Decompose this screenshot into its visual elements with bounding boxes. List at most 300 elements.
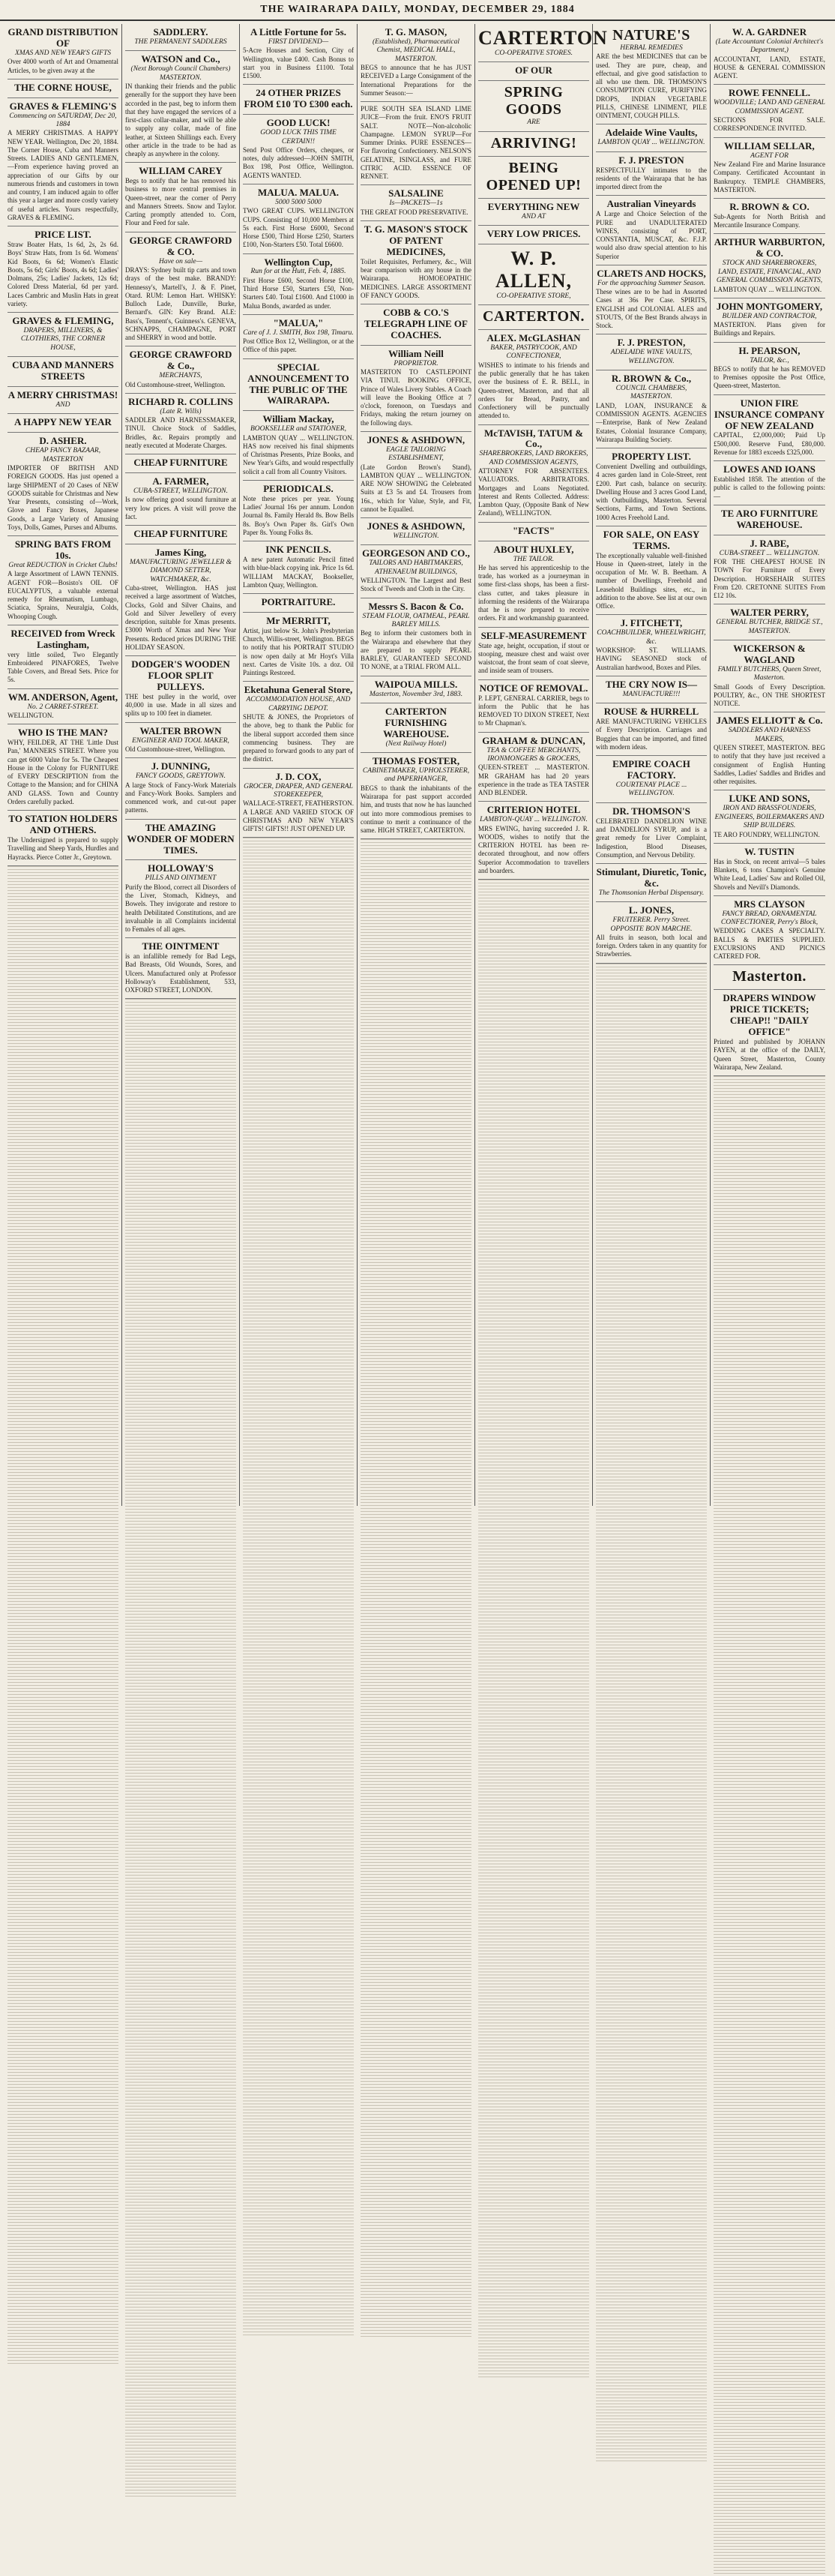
ad-body: ARE the best MEDICINES that can be used. They are pure, cheap, and effectual, and give good satisfaction to all who use them. DR. THOMSON'S CONSUMPTION CURE, PURIFYING DROPS, INDIAN VEGETABLE PILLS, CHINESE LINIMENT, PILE OINTMENT, COUGH PILLS. bbox=[596, 52, 707, 120]
ad-body: CELEBRATED DANDELION WINE and DANDELION SYRUP, and is a great remedy for Liver Complaint, Indigestion, Blood Diseases, Consumption, and Nervous Debility. bbox=[596, 817, 707, 859]
ad-body: PURE SOUTH SEA ISLAND LIME JUICE—From the fruit. ENO'S FRUIT SALT. NOTE—Non-alcoholic Champagne. LEMON SYRUP—For Summer Drinks. PURE ESSENCES—For flavoring Confectionery. NELSON'S GELATINE, ISINGLASS, and FURE CITRIC ACID. ESSENCE OF RENNET. bbox=[361, 105, 471, 181]
ad-heading: William Mackay, bbox=[262, 413, 334, 425]
advertisement bbox=[714, 844, 825, 896]
column-6 bbox=[593, 24, 711, 1506]
ad-heading: SPRING GOODS bbox=[504, 84, 564, 118]
ad-heading: EMPIRE COACH FACTORY. bbox=[612, 758, 690, 781]
ad-subheading: CUBA-STREET, WELLINGTON. bbox=[133, 487, 229, 495]
advertisement bbox=[714, 640, 825, 712]
ad-heading: SADDLERY. bbox=[153, 26, 208, 37]
ad-subheading: (Next Railway Hotel) bbox=[385, 739, 447, 748]
advertisement bbox=[125, 860, 236, 938]
ad-body: Send Post Office Orders, cheques, or notes, duly addressed—JOHN SMITH, Box 198, Post Office, Wellington. AGENTS WANTED. bbox=[243, 145, 354, 179]
column-4 bbox=[358, 24, 475, 1506]
advertisement bbox=[596, 124, 707, 151]
column-text-texture bbox=[125, 999, 236, 2499]
ad-heading: R. BROWN & CO. bbox=[729, 201, 810, 213]
ad-body: A large Assortment of LAWN TENNIS. AGENT FOR—Bosisto's OIL OF EUCALYPTUS, a valuable external remedy for Rheumatism, Lumbago, Sciatica, Sprains, Neuralgia, Colds, Whooping Cough. bbox=[7, 570, 118, 620]
advertisement bbox=[596, 196, 707, 265]
ad-heading: ARTHUR WARBURTON, & CO. bbox=[714, 236, 825, 259]
ad-body: WEDDING CAKES A SPECIALTY. BALLS & PARTIES SUPPLIED. EXCURSIONS AND PICNICS CATERED FOR. bbox=[714, 927, 825, 961]
advertisement bbox=[714, 965, 825, 990]
ad-heading: COBB & CO.'S TELEGRAPH LINE OF COACHES. bbox=[364, 307, 468, 340]
ad-body: Small Goods of Every Description. POULTRY, &c., ON THE SHORTEST NOTICE. bbox=[714, 682, 825, 708]
ad-heading: THOMAS FOSTER, bbox=[372, 755, 460, 767]
ad-heading: "FACTS" bbox=[512, 524, 555, 536]
ad-body: SECTIONS FOR SALE. CORRESPONDENCE INVITED. bbox=[714, 116, 825, 133]
column-5 bbox=[475, 24, 608, 1506]
ad-body: He has served his apprenticeship to the trade, has worked as a journeyman in some first-class shops, has been a first-class cutter, and takes pleasure in informing the residents of the Wairarapa that he is now prepared to receive orders. Fit and workmanship guaranteed. bbox=[478, 563, 589, 622]
ad-heading: WALTER BROWN bbox=[139, 724, 222, 736]
ad-body: very little soiled, Two Elegantly Embroidered PINAFORES, Twelve Table Covers, and Bread Sets. Price for 5s. bbox=[7, 650, 118, 684]
ad-subheading: Is—PACKETS—1s bbox=[389, 199, 443, 208]
ad-heading: VERY LOW PRICES. bbox=[486, 227, 581, 239]
advertisement bbox=[361, 346, 471, 432]
advertisement bbox=[361, 304, 471, 346]
ad-subheading: WOODVILLE; LAND AND GENERAL COMMISSION AGENT. bbox=[714, 99, 825, 115]
advertisement bbox=[243, 24, 354, 85]
ad-heading: THE OINTMENT bbox=[142, 940, 220, 952]
ad-body: First Horse £600, Second Horse £100, Third Horse £50, Starters £50, Non-Starters £40. Total £1600. And £1000 in Malua Bonds, awarded as under. bbox=[243, 276, 354, 310]
ad-subheading: BOOKSELLER and STATIONER, bbox=[250, 425, 346, 433]
ad-heading: PORTRAITURE. bbox=[261, 596, 336, 608]
ad-body: WHY, FEILDER, AT THE 'Little Dust Pan,' MANNERS STREET. Where you can get 6000 Value for 5s. The Cheapest House in the Colony for FURNITURE of EVERY DESCRIPTION from the Cottage to the Mansion; and for CHINA AND GLASS. Town and Country Orders carefully packed. bbox=[7, 739, 118, 805]
ad-heading: CLARETS AND HOCKS, bbox=[597, 267, 706, 279]
ad-heading: CARTERTON bbox=[478, 27, 608, 49]
ad-body: LAND, LOAN, INSURANCE & COMMISSION AGENTS. AGENCIES—Enterprise, Bank of New Zealand Estates, Colonial Insurance Company, Wairarapa Building Society. bbox=[596, 401, 707, 443]
ad-subheading: GROCER, DRAPER, AND GENERAL STOREKEEPER, bbox=[244, 782, 353, 799]
ad-subheading: TAILORS AND HABITMAKERS, ATHENAEUM BUILDINGS, bbox=[369, 559, 463, 576]
ad-subheading: FIRST DIVIDEND— bbox=[268, 37, 329, 46]
ad-subheading: 5000 5000 5000 bbox=[275, 198, 322, 206]
column-text-texture bbox=[478, 880, 589, 2380]
ad-subheading: CABINETMAKER, UPHOLSTERER, and PAPERHANGER, bbox=[362, 767, 470, 784]
ad-subheading: FAMILY BUTCHERS, Queen Street, Masterton. bbox=[717, 665, 822, 682]
advertisement bbox=[361, 518, 471, 545]
advertisement bbox=[714, 990, 825, 1076]
ad-heading: J. FITCHETT, bbox=[620, 617, 683, 629]
advertisement bbox=[714, 298, 825, 343]
advertisement bbox=[125, 24, 236, 51]
ad-subheading: TAILOR, &c., bbox=[750, 356, 789, 364]
ad-heading: UNION FIRE INSURANCE COMPANY OF NEW ZEALAND bbox=[714, 397, 825, 431]
ad-heading: WICKERSON & WAGLAND bbox=[733, 643, 806, 666]
advertisement bbox=[125, 51, 236, 163]
advertisement bbox=[7, 536, 118, 625]
ad-subheading: COURTENAY PLACE ... WELLINGTON. bbox=[615, 781, 687, 798]
advertisement bbox=[7, 24, 118, 79]
advertisement bbox=[243, 613, 354, 682]
advertisement bbox=[125, 723, 236, 759]
advertisement bbox=[7, 625, 118, 689]
ad-subheading: MANUFACTURING JEWELLER & DIAMOND SETTER, WATCHMAKER, &c. bbox=[130, 558, 232, 583]
ad-heading: T. G. MASON, bbox=[385, 26, 447, 37]
ad-body: Printed and published by JOHANN FAYEN, at the office of the DAILY, Queen Street, Masterton, County Wairarapa, New Zealand. bbox=[714, 1038, 825, 1071]
ad-body: WELLINGTON. The Largest and Best Stock of Tweeds and Cloth in the City. bbox=[361, 577, 471, 593]
ad-body: (Late Gordon Brown's Stand), LAMBTON QUAY ... WELLINGTON. ARE NOW SHOWING the Celebrated Suits at £3 5s and £4. Trousers from 16s., which for Value, Style, and Fit, cannot be Equalled. bbox=[361, 463, 471, 513]
ad-heading: JOHN MONTGOMERY, bbox=[716, 300, 823, 312]
advertisement bbox=[478, 802, 589, 880]
ad-heading: L. JONES, bbox=[628, 904, 675, 916]
advertisement bbox=[243, 594, 354, 613]
ad-heading: A MERRY CHRISTMAS! bbox=[7, 389, 118, 401]
advertisement bbox=[7, 79, 118, 98]
ad-body: ARE MANUFACTURING VEHICLES of Every Description. Carriages and Buggies that can be imported, and fitted with modern ideas. bbox=[596, 718, 707, 751]
advertisement bbox=[361, 545, 471, 598]
ad-heading: WM. ANDERSON, Agent, bbox=[7, 691, 118, 703]
advertisement bbox=[7, 414, 118, 433]
ad-subheading: No. 2 CARRET-STREET. bbox=[27, 703, 99, 711]
advertisement bbox=[125, 544, 236, 656]
ad-heading: FOR SALE, ON EASY TERMS. bbox=[603, 528, 700, 551]
ad-heading: JONES & ASHDOWN, bbox=[367, 520, 465, 532]
ad-heading: NATURE'S bbox=[612, 27, 690, 43]
advertisement bbox=[7, 689, 118, 725]
ad-body: DRAYS: Sydney built tip carts and town drays of the best make. BRANDY: Hennessy's, Martell's, J. & F. Pinet, Otard. RUM: Lemon Hart. WHISKY: Bulloch Lade, Dunville, Burke, Bernard's. GIN: Key Brand. ALE: Bass's, Tennent's, Guinness's. GENEVA, SCHNAPPS, CHAMPAGNE, PORT and SHERRY in wood and bottle. bbox=[125, 266, 236, 341]
ad-subheading: TEA & COFFEE MERCHANTS, IRONMONGERS & GROCERS, bbox=[486, 746, 581, 763]
ad-subheading: HERBAL REMEDIES bbox=[620, 44, 683, 52]
ad-body: Purify the Blood, correct all Disorders of the Liver, Stomach, Kidneys, and Bowels. They invigorate and restore to health Debilitated Constitutions, and are invaluable in all Complaints incidental to Females of all ages. bbox=[125, 883, 236, 934]
advertisement bbox=[361, 221, 471, 304]
ad-heading: SALSALINE bbox=[388, 187, 444, 199]
ad-body: Is now offering good sound furniture at very low prices. A visit will prove the fact. bbox=[125, 496, 236, 520]
ad-subheading: THE TAILOR. bbox=[513, 555, 555, 563]
ad-subheading: CO-OPERATIVE STORE, bbox=[496, 292, 571, 300]
ad-body: BEGS to thank the inhabitants of the Wairarapa for past support accorded him, and trusts that now he has launched out into more commodious premises to continue to merit a continuance of the same. HIGH STREET, CARTERTON. bbox=[361, 784, 471, 835]
ad-subheading: (Late R. Wills) bbox=[160, 407, 202, 415]
advertisement bbox=[7, 433, 118, 536]
ad-heading: PRICE LIST. bbox=[34, 229, 91, 241]
advertisement bbox=[243, 541, 354, 594]
ad-heading: ROUSE & HURRELL bbox=[603, 706, 699, 718]
ad-body: WORKSHOP: ST. WILLIAMS. HAVING SEASONED stock of Australian hardwood, Boxes and Piles. bbox=[596, 646, 707, 671]
ad-heading: GRAHAM & DUNCAN, bbox=[482, 734, 585, 746]
ad-heading: Messrs S. Bacon & Co. bbox=[368, 600, 464, 612]
ad-subheading: SADDLERS AND HARNESS MAKERS, bbox=[728, 727, 811, 743]
advertisement bbox=[714, 604, 825, 640]
ad-body: WISHES to intimate to his friends and the public generally that he has taken over the business of E. R. BELL, in Queen-street, Masterton, and that all orders for Bread, Pastry, and Confectionery will be punctually attended to. bbox=[478, 361, 589, 420]
ad-subheading: Care of J. J. SMITH, Box 198, Timaru. bbox=[243, 328, 354, 337]
advertisement bbox=[125, 820, 236, 861]
ad-body: FOR THE CHEAPEST HOUSE IN TOWN For Furniture of Every Description. HORSEHAIR SUITES From £20. CRETONNE SUITES From £12 10s. bbox=[714, 558, 825, 600]
ad-body: A large Stock of Fancy-Work Materials and Fancy-Work Books. Samplers and commenced work, and cut-out paper patterns. bbox=[125, 781, 236, 814]
ad-heading: Adelaide Wine Vaults, bbox=[605, 127, 698, 139]
ad-heading: W. TUSTIN bbox=[744, 845, 795, 857]
ad-heading: PROPERTY LIST. bbox=[612, 451, 691, 463]
ad-heading: THE AMAZING WONDER OF MODERN TIMES. bbox=[127, 821, 235, 856]
ad-heading: CARTERTON FURNISHING WAREHOUSE. bbox=[383, 705, 449, 739]
ad-heading: JAMES ELLIOTT & Co. bbox=[716, 715, 823, 727]
ad-subheading: PILLS AND OINTMENT bbox=[145, 874, 217, 883]
ad-heading: GEORGE CRAWFORD & Co., bbox=[129, 349, 232, 372]
advertisement bbox=[478, 541, 589, 628]
ad-heading: GRAVES & FLEMING'S bbox=[9, 100, 117, 112]
ad-heading: Wellington Cup, bbox=[264, 256, 333, 268]
ad-heading: GOOD LUCK! bbox=[266, 117, 331, 129]
ad-body: SADDLER AND HARNESSMAKER, TINUI. Choice Stock of Saddles, Bridles, &c. Repairs promptly and neatly executed at Moderate Charges. bbox=[125, 416, 236, 449]
ad-body: State age, height, occupation, if stout or stooping, measure chest and waist over waistcoat, the front seam of coat sleeve, and inside seam of trousers. bbox=[478, 641, 589, 675]
ad-heading: "MALUA," bbox=[273, 316, 324, 328]
advertisement bbox=[714, 85, 825, 137]
advertisement bbox=[243, 315, 354, 359]
ad-heading: CRITERION HOTEL bbox=[486, 804, 581, 816]
ad-body: The Undersigned is prepared to supply Travelling and Sheep Yards, Hurdles and Hayracks. Pierce Cotter Jr., Greytown. bbox=[7, 836, 118, 861]
column-2 bbox=[122, 24, 240, 1506]
advertisement bbox=[7, 387, 118, 414]
ad-body: SHUTE & JONES, the Proprietors of the above, beg to thank the Public for the liberal support accorded them since commencing business. They are prepared to forward goods to any part of the district. bbox=[243, 713, 354, 763]
advertisement bbox=[714, 395, 825, 462]
ad-subheading: BAKER, PASTRYCOOK, AND CONFECTIONER, bbox=[490, 343, 577, 361]
ad-subheading: IRON AND BRASSFOUNDERS, ENGINEERS, BOILERMAKERS AND SHIP BUILDERS. bbox=[714, 805, 825, 830]
ad-body: ACCOUNTANT, LAND, ESTATE, HOUSE & GENERAL COMMISSION AGENT. bbox=[714, 55, 825, 80]
ad-heading: TE ARO FURNITURE WAREHOUSE. bbox=[720, 507, 819, 530]
ad-body: A Large and Choice Selection of the PURE and UNADULTERATED WINES, consisting of PORT, CONSTANTIA, MUSCAT, &c. F.J.P. would also draw special attention to his Superior bbox=[596, 210, 707, 260]
ad-body: Beg to inform their customers both in the Wairarapa and elsewhere that they are prepared to supply PEARL BARLEY, GUARANTEED SECOND TO NONE, at a TRIAL FROM ALL. bbox=[361, 629, 471, 671]
advertisement bbox=[596, 803, 707, 864]
advertisement bbox=[596, 448, 707, 526]
ad-heading: NOTICE OF REMOVAL. bbox=[479, 682, 588, 694]
ad-body: BEGS to announce that he has JUST RECEIVED a Large Consignment of the International Preparations for the Summer Season:— bbox=[361, 64, 471, 97]
advertisement bbox=[361, 432, 471, 518]
ad-subheading: The Thomsonian Herbal Dispensary. bbox=[598, 889, 705, 897]
ad-heading: MRS CLAYSON bbox=[734, 898, 805, 910]
ad-body: P. LEPT, GENERAL CARRIER, begs to inform the Public that he has REMOVED TO DIXON STREET, Next to Mr Chapman's. bbox=[478, 694, 589, 727]
column-7 bbox=[711, 24, 828, 1506]
ad-subheading: PROPRIETOR. bbox=[394, 359, 438, 367]
advertisement bbox=[478, 199, 589, 226]
ad-heading: T. G. MASON'S STOCK OF PATENT MEDICINES, bbox=[364, 223, 468, 257]
ad-body: BEGS to notify that he has REMOVED to Premises opposite the Post Office, Queen-street, Masterton. bbox=[714, 364, 825, 390]
advertisement bbox=[125, 163, 236, 232]
advertisement bbox=[7, 226, 118, 313]
advertisement bbox=[596, 24, 707, 124]
ad-heading: DODGER'S WOODEN FLOOR SPLIT PULLEYS. bbox=[131, 658, 230, 693]
ad-subheading: AND bbox=[55, 401, 70, 409]
advertisement bbox=[125, 656, 236, 723]
advertisement bbox=[714, 712, 825, 790]
ad-body: 5-Acre Houses and Section, City of Wellington, value £400. Cash Bonus to start you in Business £1100. Total £1500. bbox=[243, 46, 354, 80]
ad-heading: GEORGE CRAWFORD & CO. bbox=[129, 234, 232, 257]
ad-body: Old Customhouse-street, Wellington. bbox=[125, 380, 226, 388]
ad-heading: PERIODICALS. bbox=[263, 482, 334, 494]
ad-body: Straw Boater Hats, 1s 6d, 2s, 2s 6d. Boys' Straw Hats, from 1s 6d. Womens' Kid Boots, 6s 6d; Women's Elastic Boots, 5s 6d; Girls' Boots, 4s 6d; Ladies' Dolmans, 25s; Ladies' Jackets, 12s 6d; Colored Dress Material, 6d per yard. Laces Cambric and Muslin Hats in great variety. bbox=[7, 241, 118, 307]
ad-subheading: CHEAP FANCY BAZAAR, MASTERTON bbox=[25, 447, 101, 463]
ad-subheading: AND AT bbox=[522, 212, 546, 220]
ad-body: CAPITAL, £2,000,000; Paid Up £500,000. Reserve Fund, £80,000. Revenue for 1883 exceeds £325,000. bbox=[714, 431, 825, 456]
ad-body: THE best pulley in the world, over 40,000 in use. Made in all sizes and splits up to 100 feet in diameter. bbox=[125, 692, 236, 718]
advertisement bbox=[125, 526, 236, 544]
advertisement bbox=[714, 234, 825, 298]
ad-heading: LOWES AND IOANS bbox=[723, 463, 816, 475]
ad-subheading: (Late Accountant Colonial Architect's Department,) bbox=[715, 37, 824, 55]
ad-body: WALLACE-STREET, FEATHERSTON. A LARGE AND VARIED STOCK OF CHRISTMAS AND NEW YEAR'S GIFTS! GIFTS!! JUST OPENED UP. bbox=[243, 799, 354, 833]
ad-heading: GRAND DISTRIBUTION OF bbox=[7, 26, 118, 49]
ad-body: A MERRY CHRISTMAS. A HAPPY NEW YEAR. Wellington, Dec 20, 1884. The Corner House, Cuba and Manners Streets. LADIES AND GENTLEMEN,—From experience having proved an appreciation of our Gifts by our numerous friends and customers in town and country, I am induced again to offer this year a larger and more costly variety of useful articles. Yours respectfully, GRAVES & FLEMING. bbox=[7, 129, 118, 221]
advertisement bbox=[478, 305, 589, 330]
columns bbox=[4, 24, 831, 1506]
ad-body: Has in Stock, on recent arrival—5 bales Blankets, 6 tons Champion's Genuine White Lead, Ladies' Saw and Rolled Oil, Shovels and Nevill's Diamonds. bbox=[714, 857, 825, 891]
advertisement bbox=[714, 896, 825, 966]
advertisement bbox=[714, 790, 825, 843]
ad-heading: Stimulant, Diuretic, Tonic, &c. bbox=[596, 866, 707, 889]
ad-body: THE GREAT FOOD PRESERVATIVE. bbox=[361, 208, 468, 216]
ad-heading: BEING OPENED UP! bbox=[486, 159, 582, 193]
ad-body: New Zealand Fire and Marine Insurance Company. Certificated Accountant in Bankruptcy. TEMPLE CHAMBERS, MASTERTON. bbox=[714, 160, 825, 193]
advertisement bbox=[714, 505, 825, 535]
advertisement bbox=[361, 24, 471, 102]
ad-subheading: ADELAIDE WINE VAULTS, WELLINGTON. bbox=[610, 349, 693, 365]
ad-subheading: GOOD LUCK THIS TIME CERTAIN!! bbox=[260, 129, 337, 145]
advertisement bbox=[596, 370, 707, 448]
advertisement bbox=[243, 85, 354, 115]
advertisement bbox=[125, 758, 236, 819]
advertisement bbox=[478, 226, 589, 244]
ad-subheading: CO-OPERATIVE STORES. bbox=[495, 49, 573, 57]
ad-heading: OF OUR bbox=[515, 64, 552, 76]
ad-body: ATTORNEY FOR ABSENTEES. VALUATORS. ARBITRATORS. Mortgages and Loans Negotiated. Interest and Rents Collected. Address: Lambton Quay, (Opposite Bank of New Zealand), WELLINGTON. bbox=[478, 467, 589, 517]
ad-body: All fruits in season, both local and foreign. Orders taken in any quantity for Strawberries. bbox=[596, 933, 707, 958]
ad-subheading: Great REDUCTION in Cricket Clubs! bbox=[8, 561, 118, 569]
ad-body: TE ARO FOUNDRY, WELLINGTON. bbox=[714, 830, 820, 838]
ad-heading: GRAVES & FLEMING, bbox=[12, 315, 114, 327]
ad-heading: CHEAP FURNITURE bbox=[133, 528, 228, 540]
ad-heading: Eketahuna General Store, bbox=[244, 684, 353, 696]
advertisement bbox=[361, 753, 471, 839]
advertisement bbox=[714, 24, 825, 85]
ad-subheading: (Next Borough Council Chambers) MASTERTON. bbox=[130, 65, 231, 82]
advertisement bbox=[478, 680, 589, 733]
advertisement bbox=[7, 724, 118, 811]
ad-heading: DR. THOMSON'S bbox=[612, 805, 690, 817]
advertisement bbox=[361, 703, 471, 753]
ad-subheading: ENGINEER AND TOOL MAKER, bbox=[132, 736, 229, 745]
ad-heading: WATSON and Co., bbox=[141, 53, 220, 65]
advertisement bbox=[596, 526, 707, 616]
advertisement bbox=[478, 62, 589, 81]
ad-heading: William Neill bbox=[388, 347, 444, 359]
ad-heading: CARTERTON. bbox=[482, 308, 585, 325]
ad-body: A new patent Automatic Pencil fitted with blue-black copying ink. Price 1s 6d. WILLIAM MACKAY, Bookseller, Lambton Quay, Wellington. bbox=[243, 556, 354, 589]
advertisement bbox=[125, 346, 236, 394]
advertisement bbox=[714, 535, 825, 605]
advertisement bbox=[361, 676, 471, 703]
ad-heading: SPECIAL ANNOUNCEMENT TO THE PUBLIC OF THE WAIRARAPA. bbox=[247, 361, 349, 406]
ad-subheading: FANCY GOODS, GREYTOWN. bbox=[135, 772, 226, 781]
ad-heading: J. DUNNING, bbox=[151, 760, 211, 772]
advertisement bbox=[478, 81, 589, 131]
ad-heading: RICHARD R. COLLINS bbox=[128, 395, 233, 407]
ad-heading: DRAPERS WINDOW PRICE TICKETS; CHEAP!! "DAILY OFFICE" bbox=[723, 992, 816, 1038]
ad-subheading: AGENT FOR bbox=[750, 151, 789, 160]
ad-body: TWO GREAT CUPS. WELLINGTON CUPS. Consisting of 10,000 Members at 5s each. First Horse £6000, Second Horse £500, Third Horse £250, Starters £100, Non-Starters £50. Total £6600. bbox=[243, 207, 354, 249]
ad-body: Toilet Requisites, Perfumery, &c., Will bear comparison with any house in the Wairarapa. HOMOEOPATHIC MEDICINES. LARGE ASSORTMENT OF FANCY GOODS. bbox=[361, 257, 471, 299]
advertisement bbox=[361, 185, 471, 221]
ad-body: QUEEN STREET, MASTERTON. BEG to notify that they have just received a consignment of English Hunting Saddles, Ladies' Saddles and Bridles and other requisites. bbox=[714, 744, 825, 786]
ad-subheading: CUBA-STREET ... WELLINGTON. bbox=[719, 549, 820, 557]
ad-heading: WILLIAM CAREY bbox=[139, 165, 223, 177]
ad-heading: WHO IS THE MAN? bbox=[17, 727, 109, 739]
ad-subheading: BUILDER AND CONTRACTOR, bbox=[722, 312, 817, 320]
advertisement bbox=[243, 359, 354, 412]
column-text-texture bbox=[596, 964, 707, 2464]
ad-heading: ARRIVING! bbox=[490, 134, 577, 151]
ad-heading: THE CRY NOW IS— bbox=[606, 678, 697, 690]
advertisement bbox=[596, 615, 707, 676]
ad-heading: F. J. PRESTON bbox=[618, 154, 684, 166]
ad-body: Established 1858. The attention of the public is called to the following points:— bbox=[714, 475, 825, 500]
advertisement bbox=[714, 461, 825, 505]
advertisement bbox=[7, 811, 118, 866]
ad-body: Artist, just below St. John's Presbyterian Church, Willis-street, Wellington. BEGS to notify that his PORTRAIT STUDIO is now open daily at Mr Hoyt's Villa next. Cartes de Visite 10s. a doz. Oil Paintings Restored. bbox=[243, 626, 354, 677]
ad-body: Begs to notify that he has removed his business to more central premises in Queen-street, near the corner of Perry and Manners Streets. Snow and Taylor. Carting promptly attended to. Corn, Flour and Feed for sale. bbox=[125, 177, 236, 227]
column-text-texture bbox=[714, 1076, 825, 2576]
ad-heading: THE CORNE HOUSE, bbox=[14, 81, 112, 93]
ad-body: Over 4000 worth of Art and Ornamental Articles, to be given away at the bbox=[7, 58, 118, 74]
advertisement bbox=[596, 676, 707, 703]
ad-heading: W. P. ALLEN, bbox=[495, 247, 573, 292]
advertisement bbox=[596, 334, 707, 370]
ad-body: Sub-Agents for North British and Mercantile Insurance Company. bbox=[714, 212, 825, 229]
ad-heading: Australian Vineyards bbox=[606, 198, 696, 210]
ad-subheading: MERCHANTS, bbox=[159, 372, 202, 380]
ad-heading: A Little Fortune for 5s. bbox=[250, 26, 346, 37]
ad-body: Cuba-street, Wellington. HAS just received a large assortment of Watches, Clocks, Gold and Silver Chains, and Gold and Silver Jewellery of every description, suitable for Xmas presents. £3000 Worth of Xmas and New Year Presents. Reduced prices DURING THE HOLIDAY SEASON. bbox=[125, 584, 236, 651]
advertisement bbox=[243, 254, 354, 315]
advertisement bbox=[478, 330, 589, 424]
advertisement bbox=[596, 152, 707, 196]
ad-heading: JONES & ASHDOWN, bbox=[367, 433, 465, 445]
ad-body: Old Customhouse-street, Wellington. bbox=[125, 745, 226, 754]
ad-subheading: ARE bbox=[527, 118, 540, 127]
advertisement bbox=[714, 138, 825, 199]
column-text-texture bbox=[243, 838, 354, 2338]
advertisement bbox=[125, 473, 236, 526]
ad-subheading: ACCOMMODATION HOUSE, AND CARRYING DEPOT. bbox=[246, 696, 351, 712]
ad-heading: W. A. GARDNER bbox=[732, 26, 807, 37]
advertisement bbox=[714, 343, 825, 395]
ad-heading: Masterton. bbox=[732, 968, 807, 985]
advertisement bbox=[243, 769, 354, 838]
advertisement bbox=[243, 115, 354, 184]
ad-subheading: MANUFACTURE!!! bbox=[622, 690, 681, 698]
advertisement bbox=[125, 232, 236, 347]
advertisement bbox=[7, 357, 118, 387]
ad-subheading: LAMBTON QUAY ... WELLINGTON. bbox=[597, 139, 705, 147]
ad-subheading: Commencing on SATURDAY, Dec 20, 1884 bbox=[9, 112, 117, 129]
advertisement bbox=[478, 628, 589, 680]
column-text-texture bbox=[361, 839, 471, 2339]
ad-subheading: FANCY BREAD, ORNAMENTAL CONFECTIONER, Perry's Block, bbox=[720, 910, 819, 927]
ad-body: These wines are to be had in Assorted Cases at 36s Per Case. SPIRITS, ENGLISH and COLONIAL ALES and STOUTS, Of the Best Brands always in Stock. bbox=[596, 288, 707, 330]
ad-heading: Mr MERRITT, bbox=[266, 615, 331, 627]
advertisement bbox=[596, 864, 707, 902]
ad-heading: J. RABE, bbox=[750, 537, 789, 549]
ad-body: RESPECTFULLY intimates to the residents of the Wairarapa that he has imported direct from the bbox=[596, 166, 707, 191]
ad-subheading: FRUITERER. Perry Street. OPPOSITE BON MARCHE. bbox=[610, 916, 693, 933]
ad-heading: CHEAP FURNITURE bbox=[133, 457, 228, 469]
advertisement bbox=[7, 313, 118, 357]
ad-heading: D. ASHER. bbox=[39, 435, 87, 447]
advertisement bbox=[7, 98, 118, 226]
advertisement bbox=[478, 425, 589, 523]
advertisement bbox=[478, 244, 589, 305]
ad-heading: WILLIAM SELLAR, bbox=[724, 139, 815, 151]
ad-subheading: COACHBUILDER, WHEELWRIGHT, &c. bbox=[597, 629, 706, 646]
ad-subheading: WELLINGTON. bbox=[393, 532, 439, 541]
advertisement bbox=[243, 481, 354, 541]
ad-body: The exceptionally valuable well-finished House in Queen-street, lately in the occupation of Mr. W. B. Beetham. A number of Dwellings, Freehold and Leasehold Buildings sites, etc., in addition to the above. See list at our own Office. bbox=[596, 551, 707, 610]
ad-subheading: STOCK AND SHAREBROKERS, LAND, ESTATE, FINANCIAL, AND GENERAL COMMISSION AGENTS, bbox=[716, 259, 823, 285]
